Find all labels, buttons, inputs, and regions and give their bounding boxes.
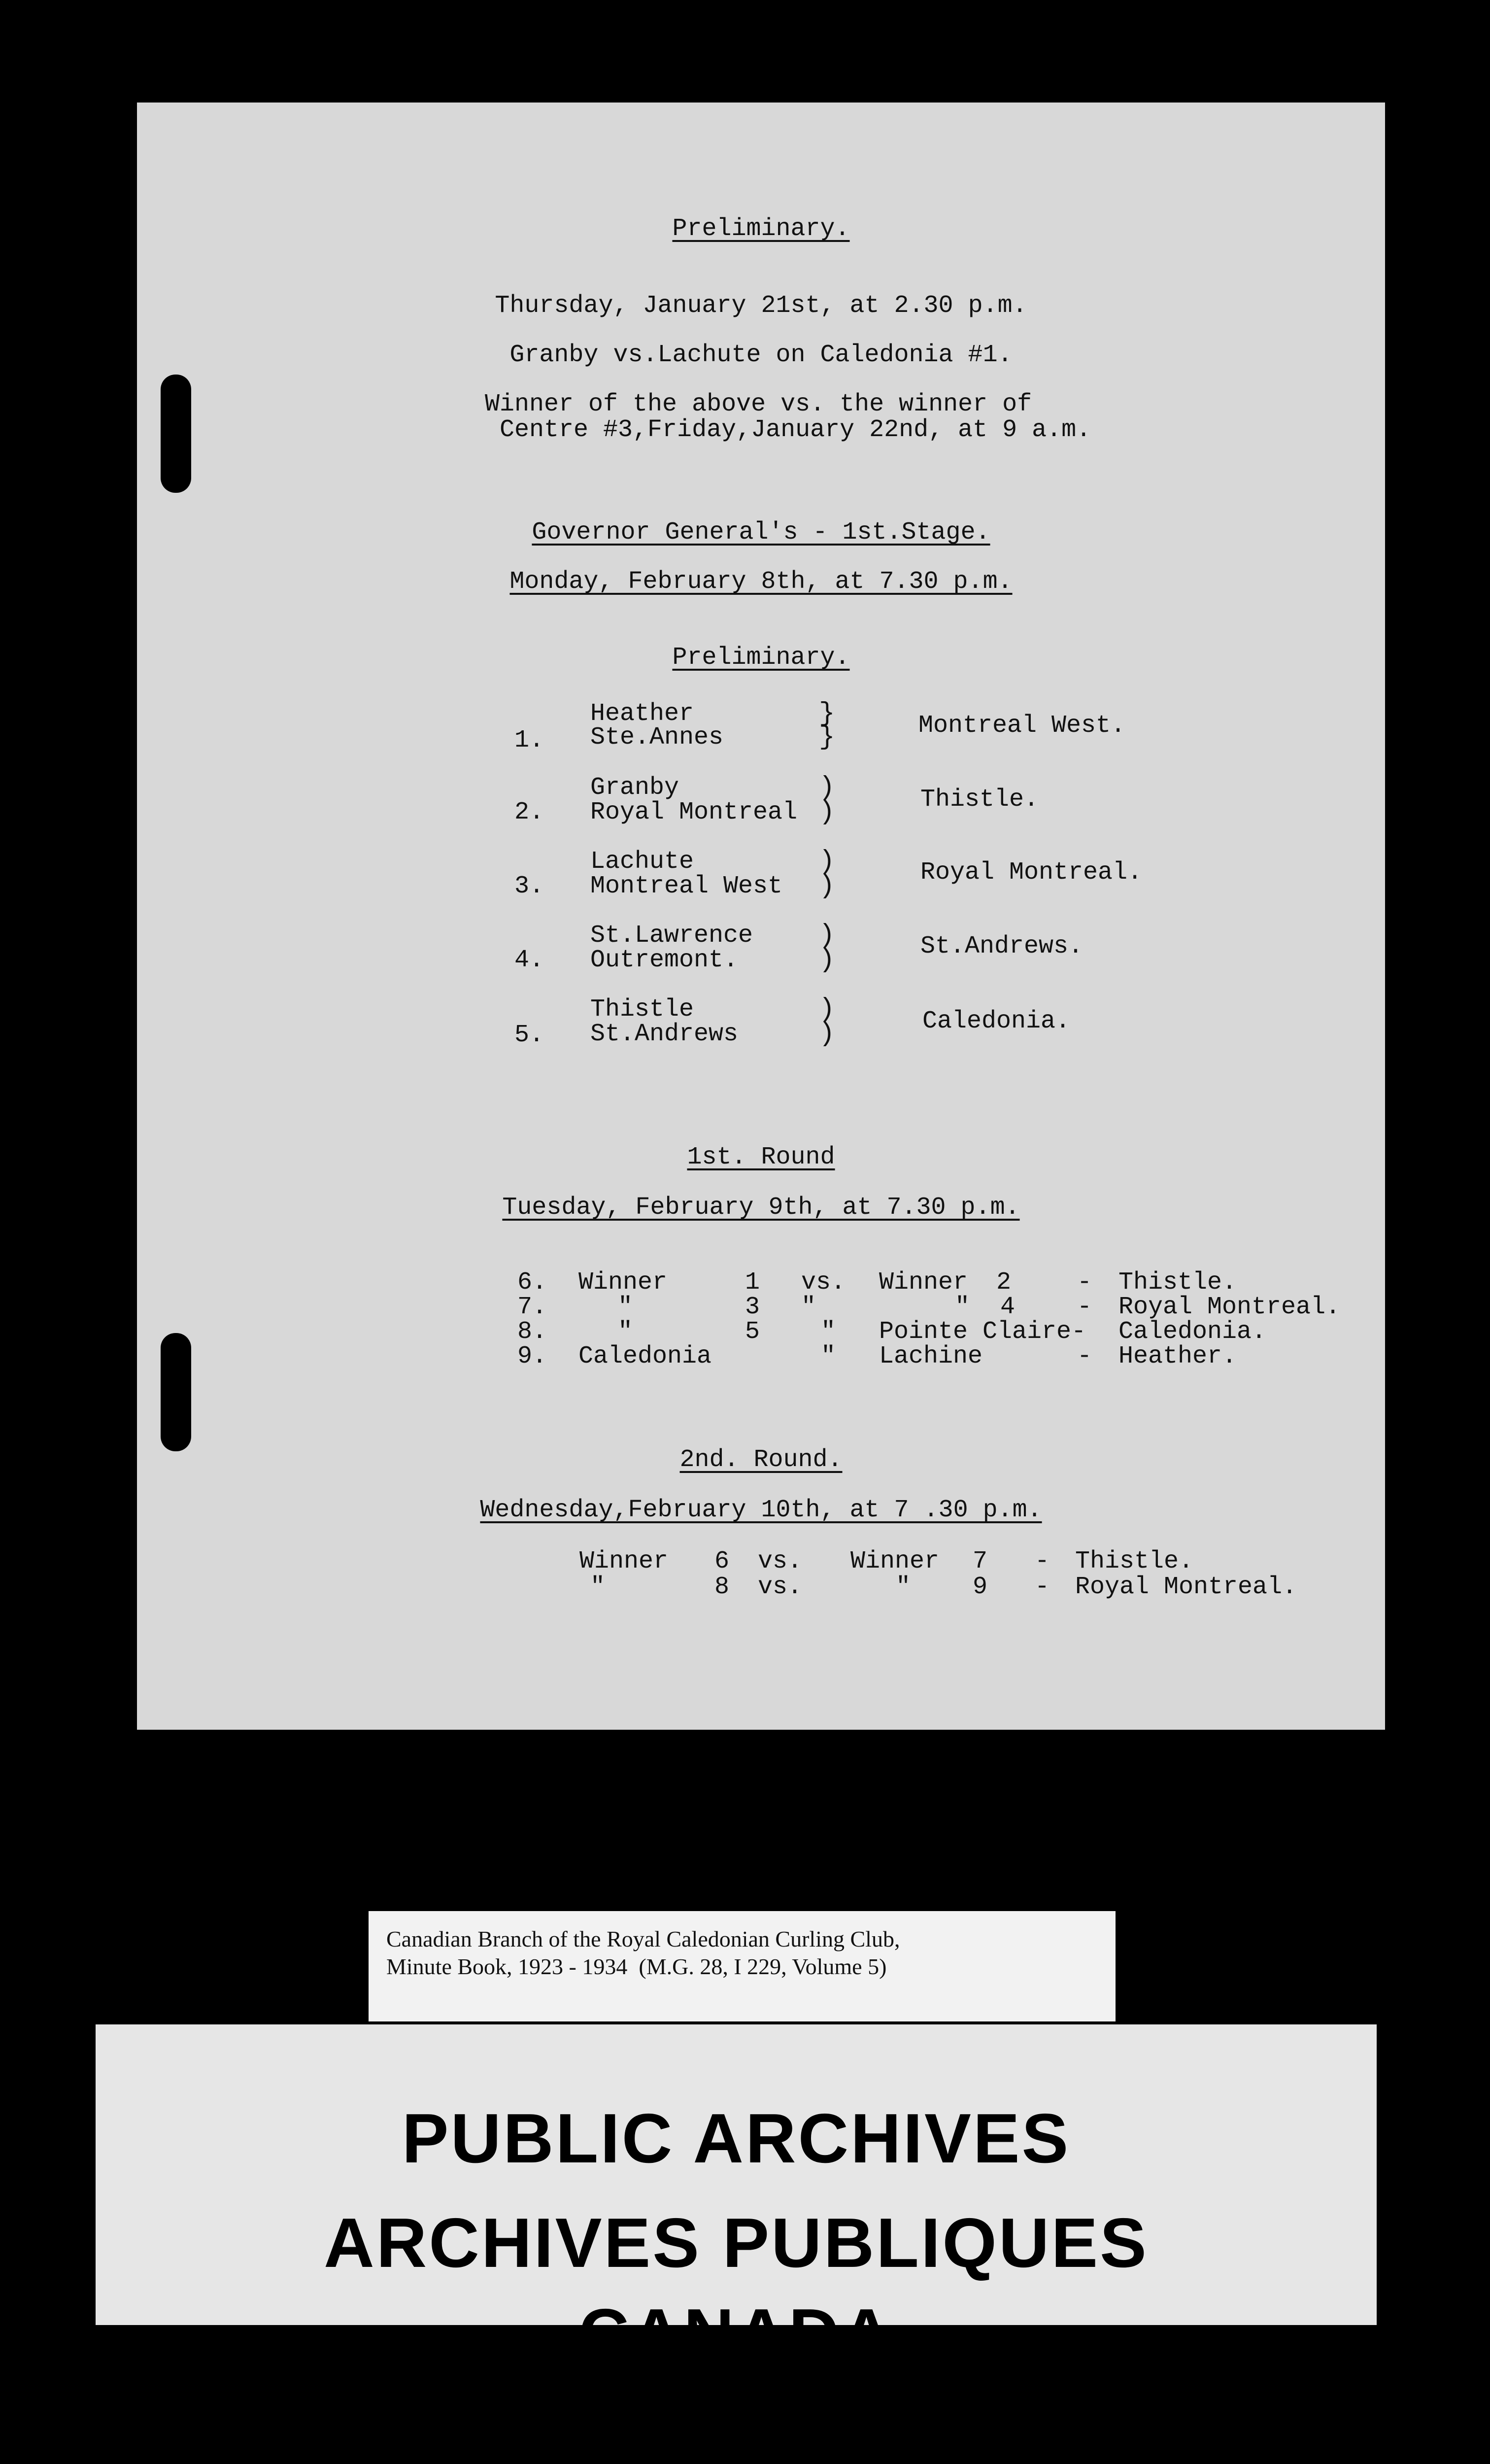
bracket: ) <box>819 773 835 803</box>
dash: - <box>1077 1342 1092 1370</box>
game-number: 2. <box>514 798 544 826</box>
venue: St.Andrews. <box>920 932 1084 960</box>
round1-heading: 1st. Round <box>687 1143 835 1171</box>
venue: Thistle. <box>1118 1268 1237 1297</box>
dash: - <box>1077 1268 1092 1297</box>
stamp-line-1: PUBLIC ARCHIVES <box>402 2099 1071 2178</box>
venue: Caledonia. <box>1118 1318 1267 1346</box>
row-number: 9. <box>517 1342 547 1370</box>
team-a: Heather <box>590 700 694 728</box>
round2-heading: 2nd. Round. <box>679 1446 843 1474</box>
archive-label <box>369 1911 1116 2021</box>
game-number: 5. <box>514 1021 544 1049</box>
label-line-2: Minute Book, 1923 - 1934 (M.G. 28, I 229, Volume 5) <box>386 1954 887 1979</box>
venue: Thistle. <box>1075 1547 1194 1575</box>
round2-date: Wednesday,February 10th, at 7 .30 p.m. <box>480 1496 1042 1524</box>
winner-a: " <box>590 1573 606 1601</box>
winner-b: Winner <box>850 1547 940 1575</box>
winner-b-num: 4 <box>1000 1293 1016 1321</box>
stamp-line-3: CANADA <box>578 2294 894 2373</box>
round1-date: Tuesday, February 9th, at 7.30 p.m. <box>502 1194 1020 1222</box>
venue: Royal Montreal. <box>1118 1293 1341 1321</box>
bracket: ) <box>819 921 835 951</box>
row-number: 8. <box>517 1318 547 1346</box>
bracket: } <box>819 699 835 729</box>
winner-a: " <box>618 1293 633 1321</box>
bracket: ) <box>819 847 835 877</box>
stamp-line-2: ARCHIVES PUBLIQUES <box>324 2204 1149 2282</box>
winner-b-num: 7 <box>973 1547 988 1575</box>
team-b: Outremont. <box>590 946 739 974</box>
team-b: Montreal West <box>590 872 783 900</box>
versus: vs. <box>758 1547 803 1575</box>
row-number: 6. <box>517 1268 547 1297</box>
winner-a: Winner <box>578 1268 668 1297</box>
versus: " <box>801 1293 816 1321</box>
versus: " <box>821 1342 836 1370</box>
team-b: St.Andrews <box>590 1020 739 1048</box>
team-a: St.Lawrence <box>590 922 753 950</box>
winner-b: Pointe Claire- <box>879 1318 1086 1346</box>
gg-heading: Governor General's - 1st.Stage. <box>532 518 990 547</box>
bracket: ) <box>819 871 835 901</box>
winner-a-num: 8 <box>714 1573 730 1601</box>
versus: " <box>821 1318 836 1346</box>
dash: - <box>1035 1573 1050 1601</box>
winner-b-num: 9 <box>973 1573 988 1601</box>
dash: - <box>1077 1293 1092 1321</box>
winner-a-num: 6 <box>714 1547 730 1575</box>
winner-a-num: 1 <box>745 1268 760 1297</box>
game-number: 4. <box>514 946 544 974</box>
bracket: ) <box>819 945 835 975</box>
winner-a-num: 3 <box>745 1293 760 1321</box>
team-a: Granby <box>590 774 679 802</box>
row-number: 7. <box>517 1293 547 1321</box>
bracket: } <box>819 722 835 753</box>
venue: Caledonia. <box>922 1007 1071 1035</box>
bracket: ) <box>819 797 835 827</box>
winner-b: Lachine <box>879 1342 983 1370</box>
document-text <box>137 103 1385 1730</box>
winner-a: " <box>618 1318 633 1346</box>
label-line-1: Canadian Branch of the Royal Caledonian Curling Club, <box>386 1926 900 1951</box>
venue: Thistle. <box>920 786 1039 814</box>
venue: Royal Montreal. <box>920 858 1143 887</box>
venue: Royal Montreal. <box>1075 1573 1297 1601</box>
bracket: ) <box>819 994 835 1025</box>
preliminary-line-4: Centre #3,Friday,January 22nd, at 9 a.m. <box>500 416 1091 444</box>
preliminary-heading: Preliminary. <box>672 215 850 243</box>
archives-stamp <box>96 2024 1377 2373</box>
bracket: ) <box>819 1019 835 1049</box>
preliminary-line-1: Thursday, January 21st, at 2.30 p.m. <box>495 292 1027 320</box>
winner-a: Caledonia <box>578 1342 712 1370</box>
winner-b-num: 2 <box>996 1268 1012 1297</box>
winner-a: Winner <box>579 1547 669 1575</box>
versus: vs. <box>801 1268 846 1297</box>
winner-a-num: 5 <box>745 1318 760 1346</box>
game-number: 1. <box>514 726 544 754</box>
venue: Montreal West. <box>918 712 1126 740</box>
preliminary-line-3: Winner of the above vs. the winner of <box>485 390 1032 418</box>
team-b: Ste.Annes <box>590 723 724 752</box>
winner-b: Winner <box>879 1268 968 1297</box>
versus: vs. <box>758 1573 803 1601</box>
team-a: Thistle <box>590 995 694 1024</box>
winner-b: " <box>955 1293 970 1321</box>
venue: Heather. <box>1118 1342 1237 1370</box>
winner-b: " <box>896 1573 911 1601</box>
gg-date: Monday, February 8th, at 7.30 p.m. <box>509 568 1013 596</box>
dash: - <box>1035 1547 1050 1575</box>
game-number: 3. <box>514 872 544 900</box>
team-b: Royal Montreal <box>590 798 798 826</box>
team-a: Lachute <box>590 848 694 876</box>
gg-sub-heading: Preliminary. <box>672 644 850 672</box>
preliminary-line-2: Granby vs.Lachute on Caledonia #1. <box>509 341 1013 369</box>
